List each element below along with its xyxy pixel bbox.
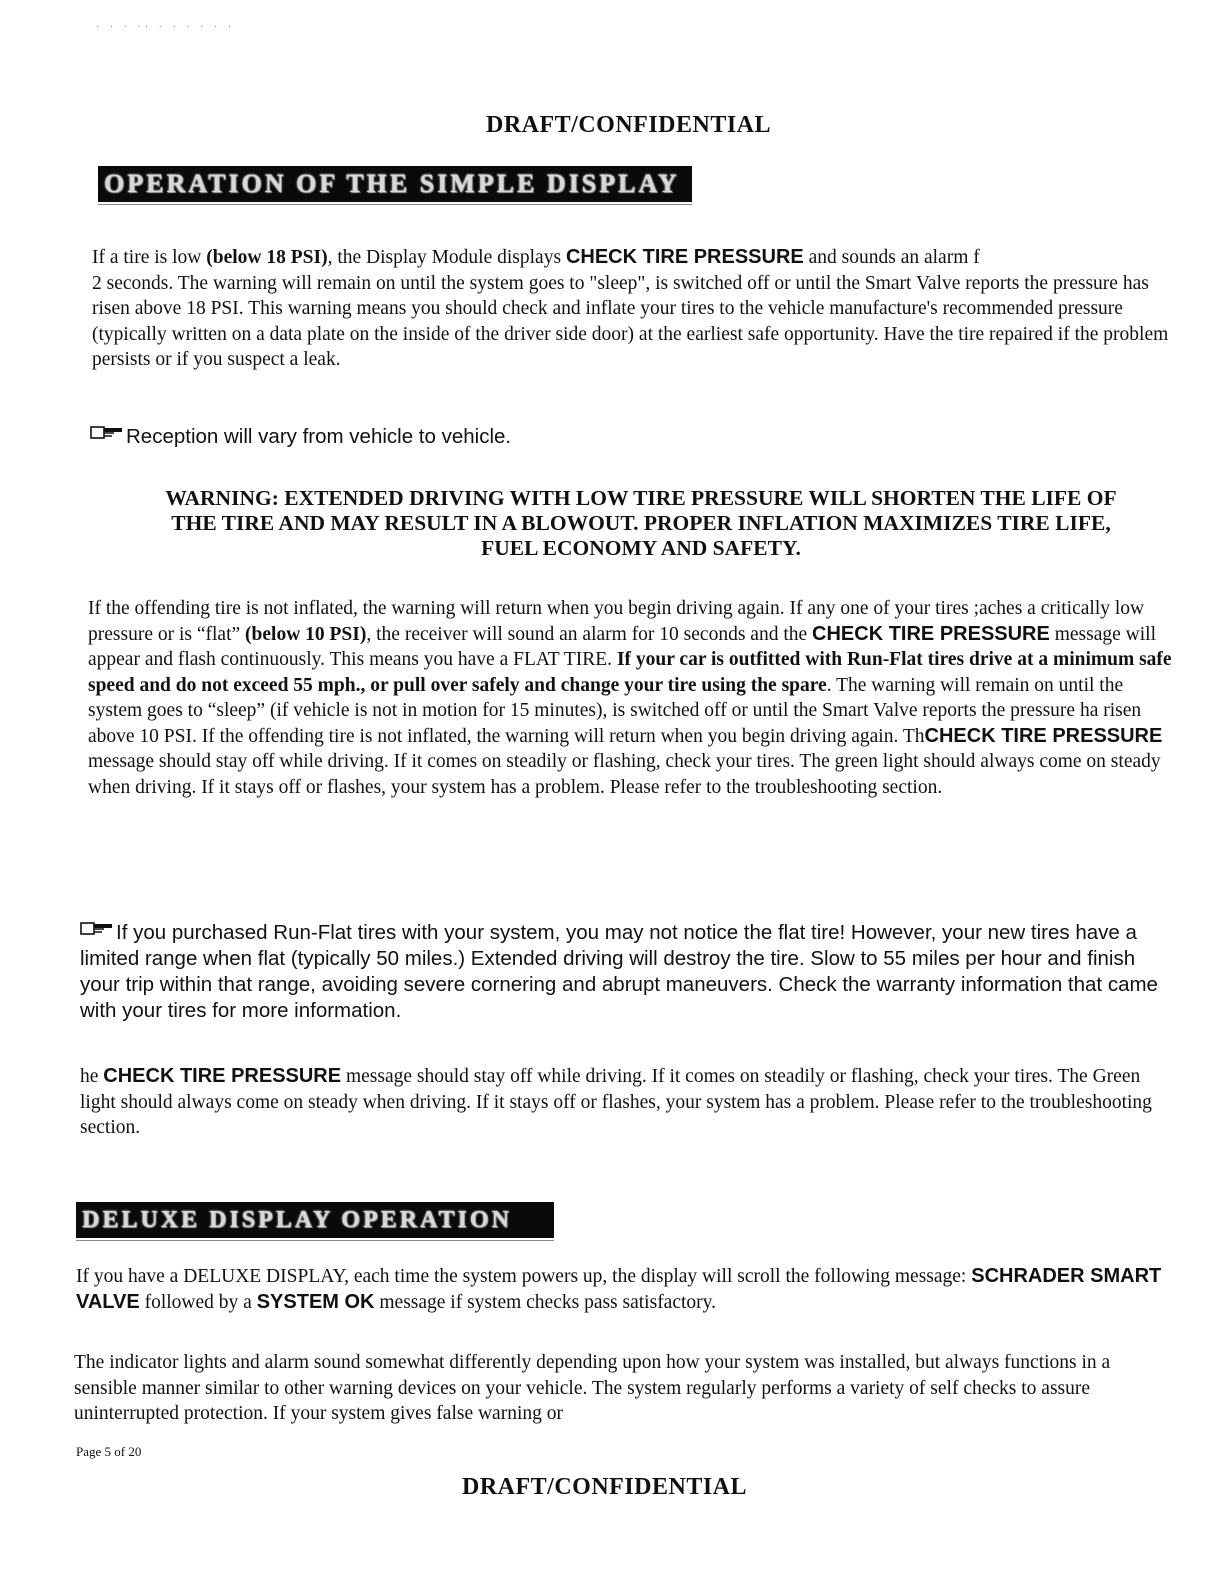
warning-line-1: WARNING: EXTENDED DRIVING WITH LOW TIRE PRESSURE WILL SHORTEN THE LIFE OF [165,486,1117,510]
paragraph-check-tire-message: he CHECK TIRE PRESSURE message should stay off while driving. If it comes on steadily or flashing, check your tires. The Green light should always come on steady when driving. If it stays off or flashes, your system has a problem. Please refer to the troubleshooting section. [80,1065,1152,1138]
section-banner-deluxe-display: DELUXE DISPLAY OPERATION [76,1202,554,1238]
paragraph-indicator-lights: The indicator lights and alarm sound somewhat differently depending upon how your system was installed, but always functions in a sensible manner similar to other warning devices on your vehicle. The system regularly performs a variety of self checks to assure uninterrupted protection. If your system gives false warning or [74,1352,1111,1424]
page-number: Page 5 of 20 [76,1444,142,1459]
warning-block [96,486,1186,561]
warning-line-2: THE TIRE AND MAY RESULT IN A BLOWOUT. PROPER INFLATION MAXIMIZES TIRE LIFE, [171,511,1111,535]
note-run-flat: If you purchased Run-Flat tires with your system, you may not notice the flat tire! However, your new tires have a limited range when flat (typically 50 miles.) Extended driving will destroy the tire. Slow to 55 miles per hour and finish your trip within that range, avoiding severe cornering and abrupt maneuvers. Check the warranty information that came with your tires for more information. [80,921,1158,1022]
banner-underline [98,204,692,205]
pointing-hand-icon [90,424,124,442]
note-reception: Reception will vary from vehicle to vehicle. [90,424,1170,450]
banner-underline [76,1240,554,1241]
warning-line-3: FUEL ECONOMY AND SAFETY. [481,536,801,560]
section-banner-simple-display: OPERATION OF THE SIMPLE DISPLAY [98,166,692,202]
paragraph-flat-tire: If the offending tire is not inflated, the warning will return when you begin driving again. If any one of your tires ;aches a critically low pressure or is “flat” (below 10 PSI), the receiver will sound an alarm for 10 seconds and the CHECK TIRE PRESSURE message will appear and flash continuously. This means you have a FLAT TIRE. If your car is outfitted with Run-Flat tires drive at a minimum safe speed and do not exceed 55 mph., or pull over safely and change your tire using the spare. The warning will remain on until the system goes to “sleep” (if vehicle is not in motion for 15 minutes), is switched off or until the Smart Valve reports the pressure ha risen above 10 PSI. If the offending tire is not inflated, the warning will return when you begin driving again. ThCHECK TIRE PRESSURE message should stay off while driving. If it comes on steadily or flashing, check your tires. The green light should always come on steady when driving. If it stays off or flashes, your system has a problem. Please refer to the troubleshooting section. [88,598,1172,798]
paragraph-low-pressure: If a tire is low (below 18 PSI), the Display Module displays CHECK TIRE PRESSURE and sounds an alarm f 2 seconds. The warning will remain on until the system goes to "sleep", is switched off or until the Smart Valve reports the pressure has risen above 18 PSI. This warning means you should check and inflate your tires to the vehicle manufacture's recommended pressure (typically written on a data plate on the inside of the driver side door) at the earliest safe opportunity. Have the tire repaired if the problem persists or if you suspect a leak. [92,246,1169,370]
paragraph-deluxe-display: If you have a DELUXE DISPLAY, each time the system powers up, the display will scroll the following message: SCHRADER SMART VALVE followed by a SYSTEM OK message if system checks pass satisfactory. [76,1265,1162,1313]
scan-specks: · · · ·· · · · · · · [96,22,236,33]
footer-title: DRAFT/CONFIDENTIAL [462,1474,748,1500]
pointing-hand-icon [80,920,114,938]
header-title: DRAFT/CONFIDENTIAL [486,112,772,138]
